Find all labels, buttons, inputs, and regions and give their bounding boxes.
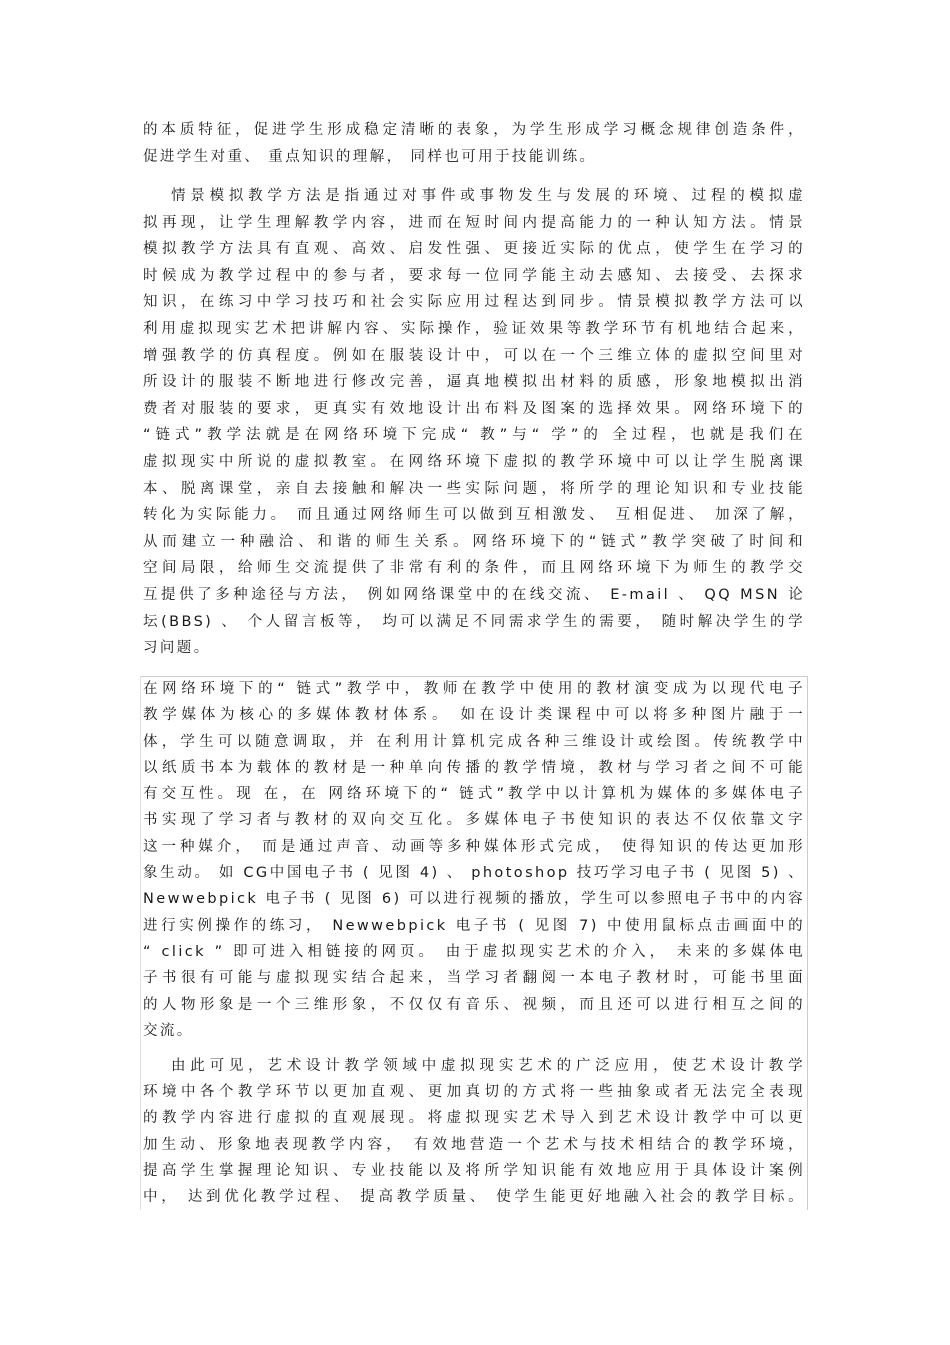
text-line: 从而建立一种融洽、和谐的师生关系。网络环境下的“链式”教学突破了时间和 [143,533,805,550]
text-line: 书实现了学习者与教材的双向交互化。多媒体电子书使知识的表达不仅依靠文字 [143,812,805,829]
text-line: 习问题。 [143,640,211,657]
text-line: 在网络环境下的“ 链式”教学中，教师在教学中使用的教材演变成为以现代电子 [143,681,805,697]
text-line: 的人物形象是一个三维形象，不仅仅有音乐、视频，而且还可以进行相互之间的 [143,996,805,1013]
text-line: 情景模拟教学方法是指通过对事件或事物发生与发展的环境、过程的模拟虚 [171,188,805,204]
text-line: 本、脱离课堂，亲自去接触和解决一些实际问题，将所学的理论知识和专业技能 [143,480,805,497]
text-line: 坛(BBS) 、 个人留言板等， 均可以满足不同需求学生的需要， 随时解决学生的学 [143,613,805,630]
text-line: “ click ” 即可进入相链接的网页。 由于虚拟现实艺术的介入， 未来的多媒体电 [143,943,805,960]
text-line: 虚拟现实中所说的虚拟教室。在网络环境下虚拟的教学环境中可以让学生脱离课 [143,453,805,470]
text-line: 由此可见，艺术设计教学领域中虚拟现实艺术的广泛应用，使艺术设计教学 [171,1058,805,1074]
text-line: 以纸质书本为载体的教材是一种单向传播的教学情境，教材与学习者之间不可能 [143,759,805,776]
text-line: 促进学生对重、 重点知识的理解， 同样也可用于技能训练。 [143,148,597,165]
text-line: 所设计的服装不断地进行修改完善，逼真地模拟出材料的质感，形象地模拟出消 [143,374,805,391]
text-line: 模拟教学方法具有直观、高效、启发性强、更接近实际的优点，使学生在学习的 [143,241,805,258]
text-line: 环境中各个教学环节以更加直观、更加真切的方式将一些抽象或者无法完全表现 [143,1084,805,1101]
text-line: 时候成为教学过程中的参与者，要求每一位同学能主动去感知、去接受、去探求 [143,267,805,284]
text-line: 教学媒体为核心的多媒体教材体系。 如在设计类课程中可以将多种图片融于一 [143,707,805,724]
text-line: 中， 达到优化教学过程、 提高教学质量、 使学生能更好地融入社会的教学目标。 [143,1188,805,1205]
frame-line-left [140,676,141,1210]
text-line: 的本质特征，促进学生形成稳定清晰的表象，为学生形成学习概念规律创造条件， [143,122,805,138]
text-line: 象生动。 如 CG中国电子书 ( 见图 4) 、 photoshop 技巧学习电子书 ( 见图 5) 、 [143,865,805,882]
text-line: 利用虚拟现实艺术把讲解内容、实际操作，验证效果等教学环节有机地结合起来， [143,320,805,337]
text-line: 有交互性。现 在，在 网络环境下的“ 链式”教学中以计算机为媒体的多媒体电子 [143,786,805,803]
text-line: 拟再现，让学生理解教学内容，进而在短时间内提高能力的一种认知方法。情景 [143,214,805,231]
text-line: 空间局限，给师生交流提供了非常有利的条件，而且网络环境下为师生的教学交 [143,560,805,577]
text-line: 加生动、形象地表现教学内容， 有效地营造一个艺术与技术相结合的教学环境， [143,1136,805,1153]
paragraph-4 [143,1053,805,1210]
text-line: 这一种媒介， 而是通过声音、动画等多种媒体形式完成， 使得知识的传达更加形 [143,838,805,855]
text-line: 费者对服装的要求，更真实有效地设计出布料及图案的选择效果。网络环境下的 [143,400,805,417]
paragraph-2 [143,183,805,662]
paragraph-3 [143,676,805,1044]
text-line: 子书很有可能与虚拟现实结合起来，当学习者翻阅一本电子教材时，可能书里面 [143,970,805,987]
text-line: 交流。 [143,1022,194,1039]
text-line: Newwebpick 电子书 ( 见图 6) 可以进行视频的播放，学生可以参照电子书中的内容 [143,891,805,908]
text-line: 知识，在练习中学习技巧和社会实际应用过程达到同步。情景模拟教学方法可以 [143,294,805,311]
text-line: “链式”教学法就是在网络环境下完成“ 教”与“ 学”的 全过程，也就是我们在 [143,427,805,444]
text-line: 转化为实际能力。 而且通过网络师生可以做到互相激发、 互相促进、 加深了解， [143,507,805,524]
frame-line-right [807,676,808,1210]
text-line: 体，学生可以随意调取，并 在利用计算机完成各种三维设计或绘图。传统教学中 [143,733,805,750]
text-line: 提高学生掌握理论知识、专业技能以及将所学知识能有效地应用于具体设计案例 [143,1162,805,1179]
text-line: 的教学内容进行虚拟的直观展现。将虚拟现实艺术导入到艺术设计教学中可以更 [143,1110,805,1127]
text-line: 进行实例操作的练习， Newwebpick 电子书 ( 见图 7) 中使用鼠标点击画面中的 [143,917,805,934]
text-line: 增强教学的仿真程度。例如在服装设计中，可以在一个三维立体的虚拟空间里对 [143,347,805,364]
paragraph-1 [143,117,805,170]
text-line: 互提供了多种途径与方法， 例如网络课堂中的在线交流、 E-mail 、 QQ MSN 论 [143,586,805,603]
